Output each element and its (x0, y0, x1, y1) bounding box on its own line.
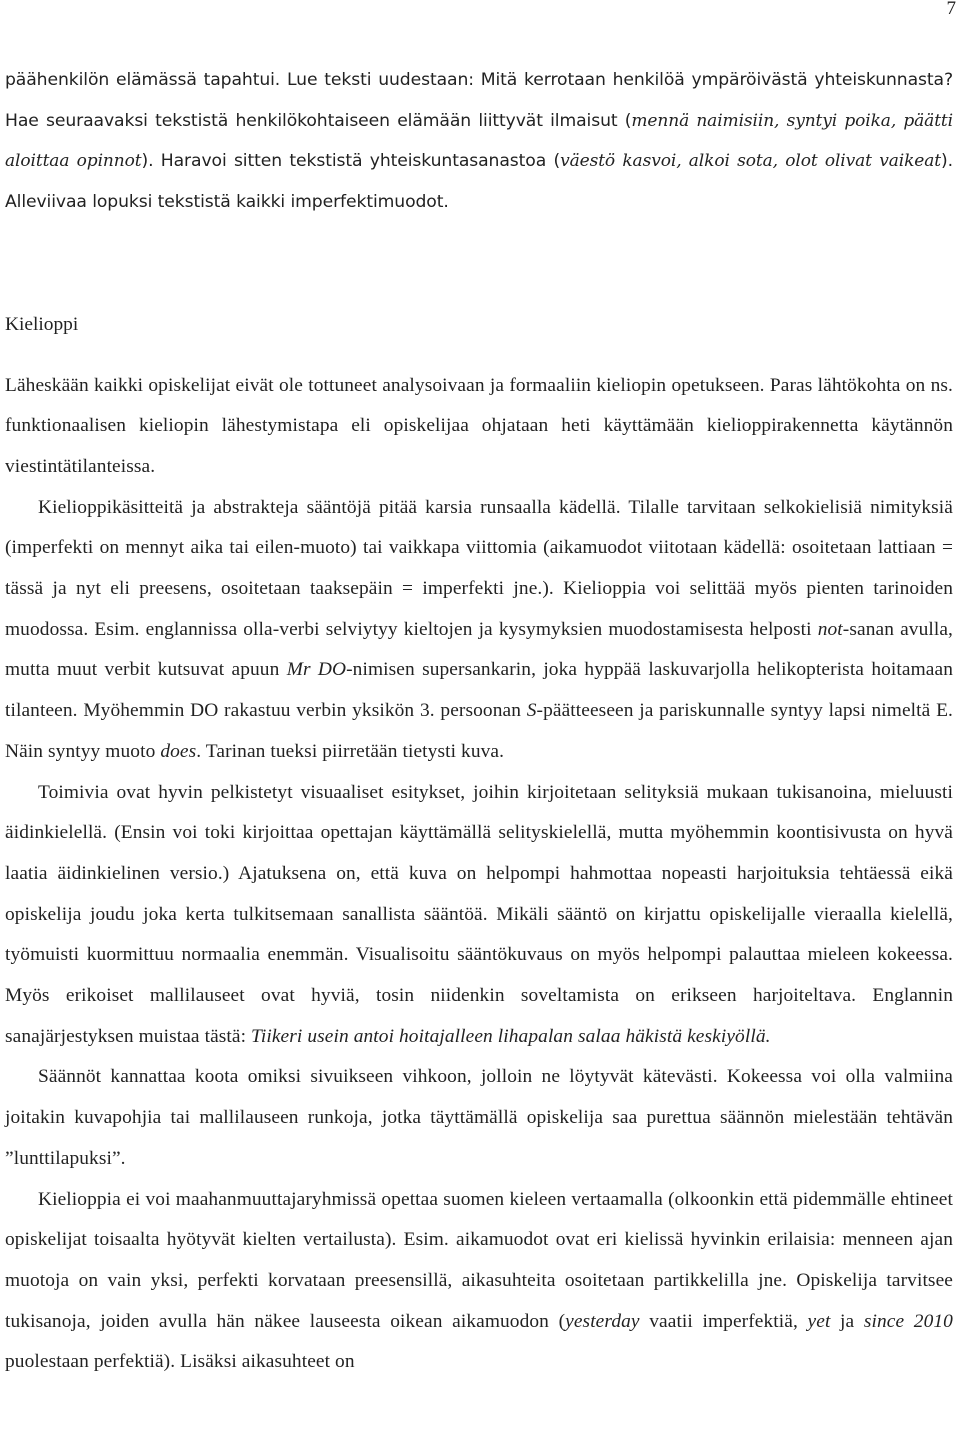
page-number: 7 (946, 0, 956, 19)
paragraph-4: Säännöt kannattaa koota omiksi sivuikseen vihkoon, jolloin ne löytyvät kätevästi. Kokeessa voi olla valmiina joitakin kuvapohjia tai mallilauseen runkoja, jotka täyttämällä opiskelija saa purettua säännön mielestään tehtävän ”lunttilapuksi”. (5, 1066, 953, 1169)
p5-text-b: vaatii imperfektiä, (639, 1310, 808, 1332)
section-heading: Kielioppi (5, 313, 79, 335)
p2-text-c: -nimisen supersankarin, joka hyppää laskuvarjolla helikopterista hoitamaan tilanteen. Myöhemmin DO rakastuu verbin yksikön 3. persoonan (5, 659, 953, 722)
p2-text-e: . Tarinan tueksi piirretään tietysti kuva. (196, 740, 505, 762)
p5-text-a: Kielioppia ei voi maahanmuuttajaryhmissä opettaa suomen kieleen vertaamalla (olkoonkin että pidemmälle ehtineet opiskelijat toisaalta hyötyvät kielten vertailusta). Esim. aikamuodot ovat eri kielissä hyvinkin erilaisia: menneen ajan muotoja on vain yksi, perfekti korvataan preesensillä, aikasuhteita osoitetaan partikkelilla jne. Opiskelija tarvitsee tukisanoja, joiden avulla hän näkee lauseesta oikean aikamuodon ( (5, 1188, 953, 1332)
paragraph-3 (5, 773, 953, 1058)
p5-italic-since: since 2010 (863, 1310, 953, 1332)
intro-text-1: päähenkilön elämässä tapahtui. Lue teksti uudestaan: Mitä kerrotaan henkilöä ympäröivästä yhteiskunnasta? Hae seuraavaksi tekstistä henkilökohtaiseen elämään liittyvät ilmaisut ( (5, 70, 953, 131)
p3-italic-mnemonic: Tiikeri usein antoi hoitajalleen lihapalan salaa häkistä keskiyöllä. (251, 1025, 771, 1047)
page-content (5, 60, 953, 1383)
p5-text-c: ja (830, 1310, 864, 1332)
p2-italic-s: S (526, 700, 537, 722)
p5-italic-yesterday: yesterday (565, 1310, 640, 1332)
p2-text-b: -sanan avulla, mutta muut verbit kutsuvat apuun (5, 618, 953, 681)
intro-text-2: ). Haravoi sitten tekstistä yhteiskuntasanastoa ( (141, 151, 561, 172)
paragraph-2 (5, 488, 953, 773)
intro-italic-1: mennä naimisiin, syntyi poika, päätti aloittaa opinnot (5, 110, 953, 172)
paragraph-1: Läheskään kaikki opiskelijat eivät ole tottuneet analysoivaan ja formaaliin kieliopin opetukseen. Paras lähtökohta on ns. funktionaalisen kieliopin lähestymistapa eli opiskelijaa ohjataan heti käyttämään kielioppirakennetta käytännön viestintätilanteissa. (5, 374, 953, 477)
p5-text-d: puolestaan perfektiä). Lisäksi aikasuhteet on (5, 1351, 355, 1373)
p2-italic-not: not (817, 618, 843, 640)
p2-text-a: Kielioppikäsitteitä ja abstrakteja sääntöjä pitää karsia runsaalla kädellä. Tilalle tarvitaan selkokielisiä nimityksiä (imperfekti on mennyt aika tai eilen-muoto) tai vaikkapa viittomia (aikamuodot viitotaan kädellä: osoitetaan lattiaan = tässä ja nyt eli preesens, osoitetaan taaksepäin = imperfekti jne.). Kielioppia voi selittää myös pienten tarinoiden muodossa. Esim. englannissa olla-verbi selviytyy kieltojen ja kysymyksien muodostamisesta helposti (5, 496, 953, 640)
p2-text-d: -päätteeseen ja pariskunnalle syntyy lapsi nimeltä E. Näin syntyy muoto (5, 700, 953, 762)
intro-italic-2: väestö kasvoi, alkoi sota, olot olivat vaikeat (560, 151, 942, 172)
paragraph-5 (5, 1180, 953, 1384)
p5-italic-yet: yet (807, 1310, 831, 1332)
intro-text-3: ). Alleviivaa lopuksi tekstistä kaikki imperfektimuodot. (5, 151, 953, 213)
p3-text-a: Toimivia ovat hyvin pelkistetyt visuaaliset esitykset, joihin kirjoitetaan selityksiä mukaan tukisanoina, mieluusti äidinkielellä. (Ensin voi toki kirjoittaa opettajan käyttämällä selityskielellä, mutta myöhemmin koontisivusta on hyvä laatia äidinkielinen versio.) Ajatuksena on, että kuva on helpompi hahmottaa nopeasti harjoituksia tehtäessä eikä opiskelija joudu joka kerta tulkitsemaan sanallista sääntöä. Mikäli sääntö on kirjattu opiskelijalle vieraalla kielellä, työmuisti kuormittuu normaalia enemmän. Visualisoitu sääntökuvaus on myös helpompi palauttaa mieleen kokeessa. Myös erikoiset mallilauseet ovat hyviä, tosin niidenkin soveltamista on erikseen harjoiteltava. Englannin sanajärjestyksen muistaa tästä: (5, 781, 953, 1047)
p2-italic-does: does (160, 740, 197, 762)
p2-italic-mr-do: Mr DO (286, 659, 347, 681)
intro-paragraph (5, 60, 953, 223)
